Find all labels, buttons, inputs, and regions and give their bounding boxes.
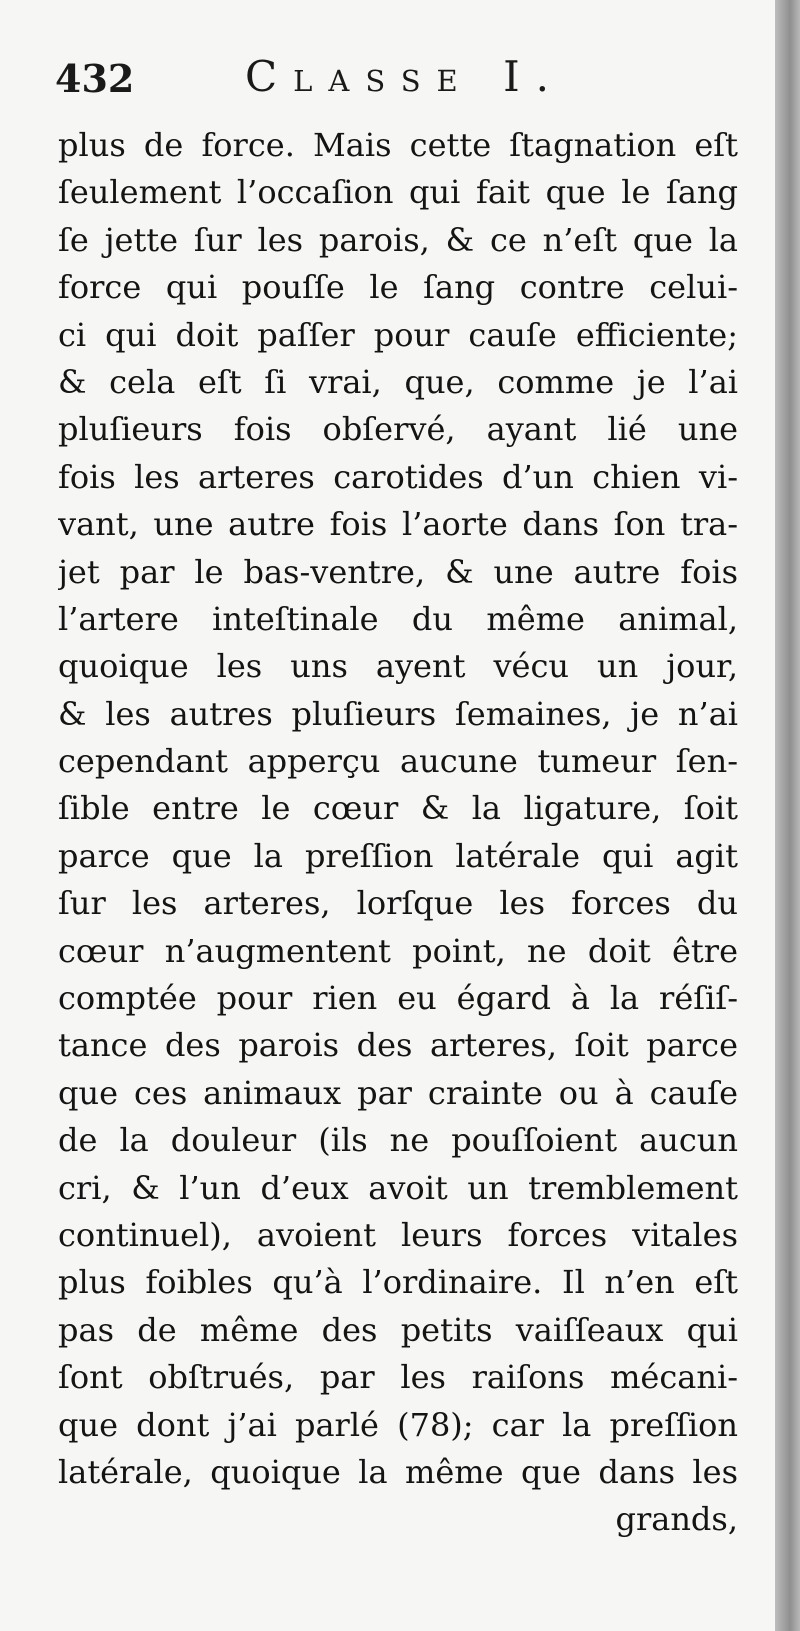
text-line: cœur n’augmentent point, ne doit être xyxy=(58,931,738,970)
text-line: que ces animaux par crainte ou à cauſe xyxy=(58,1073,738,1112)
text-line: comptée pour rien eu égard à la réſiſ- xyxy=(58,979,738,1018)
running-head xyxy=(55,52,755,112)
section-title: Classe I. xyxy=(245,52,566,101)
text-line: continuel), avoient leurs forces vitales xyxy=(58,1215,738,1254)
text-line: ci qui doit paſſer pour cauſe efficiente; xyxy=(58,315,738,354)
text-line: pas de même des petits vaiſſeaux qui xyxy=(58,1310,738,1349)
text-line: parce que la preſſion latérale qui agit xyxy=(58,836,738,875)
text-line: l’artere inteſtinale du même animal, xyxy=(58,599,738,638)
page-gutter xyxy=(775,0,800,1631)
text-line: ſe jette ſur les parois, & ce n’eſt que la xyxy=(58,220,738,259)
text-line: ſeulement l’occaſion qui fait que le ſang xyxy=(58,173,738,212)
text-line: ſur les arteres, lorſque les forces du xyxy=(58,884,738,923)
text-line: plus foibles qu’à l’ordinaire. Il n’en eſt xyxy=(58,1263,738,1302)
text-line: cri, & l’un d’eux avoit un tremblement xyxy=(58,1168,738,1207)
text-line: pluſieurs fois obſervé, ayant lié une xyxy=(58,410,738,449)
text-line: fois les arteres carotides d’un chien vi- xyxy=(58,457,738,496)
text-line: latérale, quoique la même que dans les xyxy=(58,1452,738,1491)
text-line: & les autres pluſieurs ſemaines, je n’ai xyxy=(58,694,738,733)
text-line: ſible entre le cœur & la ligature, ſoit xyxy=(58,789,738,828)
text-line: force qui pouſſe le ſang contre celui- xyxy=(58,268,738,307)
page-number: 432 xyxy=(55,56,135,101)
catchword: grands, xyxy=(615,1500,738,1539)
text-line: cependant apperçu aucune tumeur ſen- xyxy=(58,742,738,781)
text-line: de la douleur (ils ne pouſſoient aucun xyxy=(58,1121,738,1160)
text-line: jet par le bas-ventre, & une autre fois xyxy=(58,552,738,591)
text-line: quoique les uns ayent vécu un jour, xyxy=(58,647,738,686)
text-line: ſont obſtrués, par les raiſons mécani- xyxy=(58,1358,738,1397)
text-line: que dont j’ai parlé (78); car la preſſion xyxy=(58,1405,738,1444)
text-line: vant, une autre fois l’aorte dans ſon tra- xyxy=(58,505,738,544)
text-line: plus de force. Mais cette ſtagnation eſt xyxy=(58,126,738,164)
body-text xyxy=(58,122,738,1544)
text-line: & cela eſt ſi vrai, que, comme je l’ai xyxy=(58,362,738,401)
text-line: tance des parois des arteres, ſoit parce xyxy=(58,1026,738,1065)
